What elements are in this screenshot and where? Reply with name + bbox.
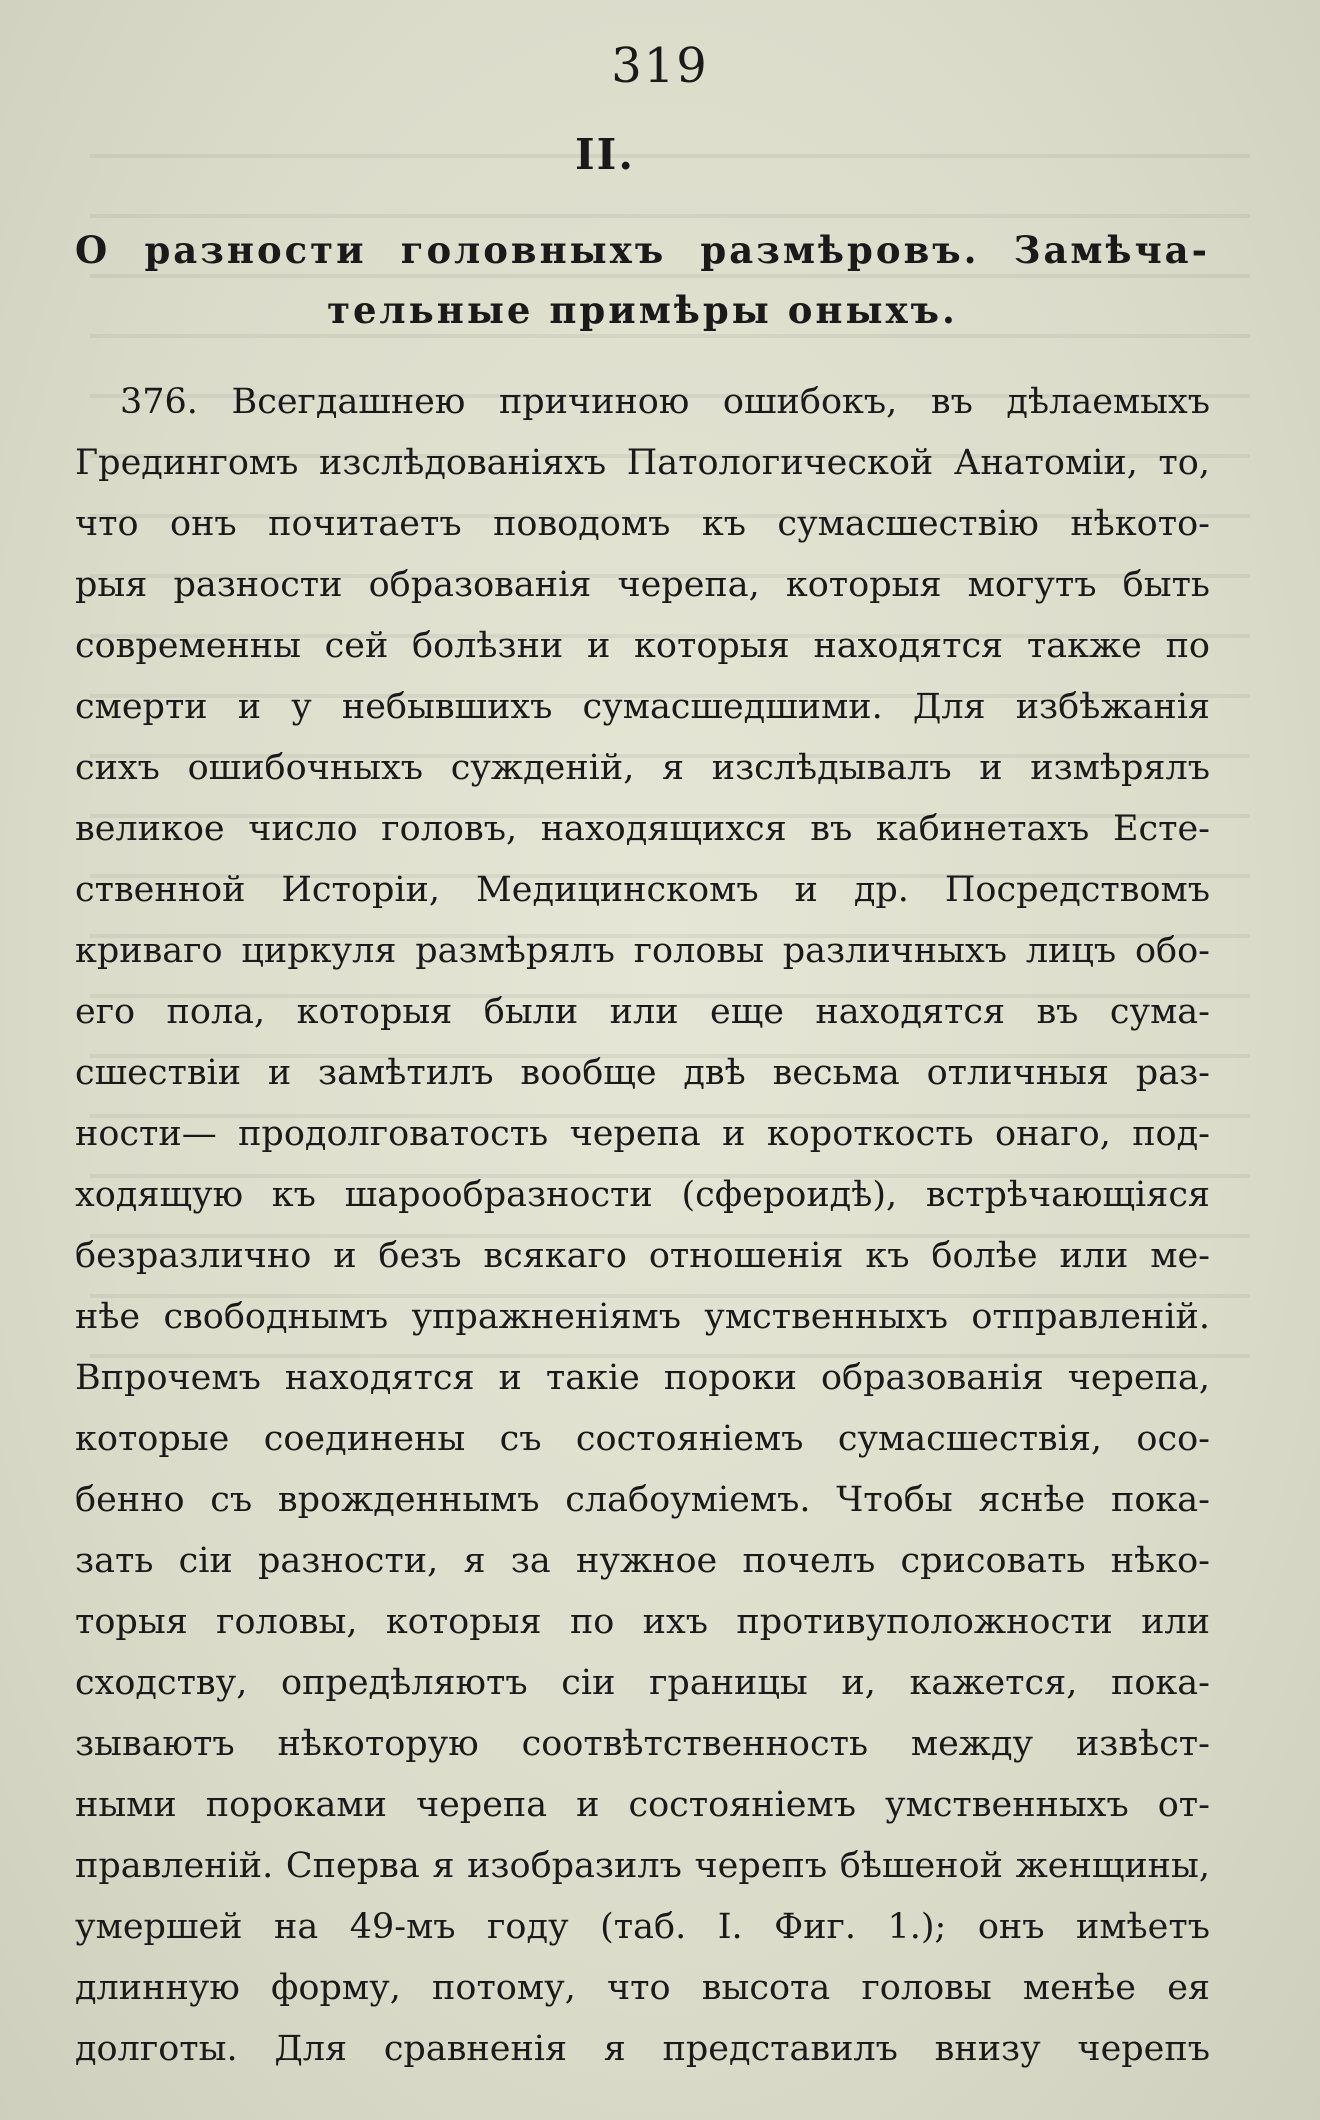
text-line: Гредингомъ изслѣдованiяхъ Патологической Анатомiи, то,: [75, 443, 1210, 483]
text-line: сходству, опредѣляютъ сiи границы и, кажется, пока-: [75, 1663, 1210, 1703]
text-line: которые соединены съ состоянiемъ сумасшествiя, осо-: [75, 1419, 1210, 1459]
text-line: рыя разности образованiя черепа, которыя могутъ быть: [75, 565, 1210, 605]
text-line: долготы. Для сравненiя я представилъ внизу черепъ: [75, 2029, 1210, 2069]
text-line: великое число головъ, находящихся въ кабинетахъ Есте-: [75, 809, 1210, 849]
text-line: ственной Исторiи, Медицинскомъ и др. Посредствомъ: [75, 870, 1210, 910]
text-line: ности— продолговатость черепа и короткость онаго, под-: [75, 1114, 1210, 1154]
text-line: бенно съ врожденнымъ слабоумiемъ. Чтобы яснѣе пока-: [75, 1480, 1210, 1520]
text-line: умершей на 49-мъ году (таб. I. Фиг. 1.); онъ имѣетъ: [75, 1907, 1210, 1947]
text-line: зываютъ нѣкоторую соотвѣтственность между извѣст-: [75, 1724, 1210, 1764]
text-line: современны сей болѣзни и которыя находятся также по: [75, 626, 1210, 666]
text-line: сшествiи и замѣтилъ вообще двѣ весьма отличныя раз-: [75, 1053, 1210, 1093]
section-heading-line-1: О разности головныхъ размѣровъ. Замѣча-: [75, 228, 1210, 272]
text-line: нѣе свободнымъ упражненiямъ умственныхъ отправленiй.: [75, 1297, 1210, 1337]
text-line: Впрочемъ находятся и такiе пороки образованiя черепа,: [75, 1358, 1210, 1398]
text-line: безразлично и безъ всякаго отношенiя къ болѣе или ме-: [75, 1236, 1210, 1276]
text-line: правленiй. Сперва я изобразилъ черепъ бѣшеной женщины,: [75, 1846, 1210, 1886]
text-line: длинную форму, потому, что высота головы менѣе ея: [75, 1968, 1210, 2008]
text-line: смерти и у небывшихъ сумасшедшими. Для избѣжанiя: [75, 687, 1210, 727]
text-line: зать сiи разности, я за нужное почелъ срисовать нѣко-: [75, 1541, 1210, 1581]
text-line: ными пороками черепа и состоянiемъ умственныхъ от-: [75, 1785, 1210, 1825]
text-line: торыя головы, которыя по ихъ противуположности или: [75, 1602, 1210, 1642]
text-line: сихъ ошибочныхъ сужденiй, я изслѣдывалъ и измѣрялъ: [75, 748, 1210, 788]
body-text: [75, 372, 1210, 2080]
section-heading-line-2: тельные примѣры оныхъ.: [327, 288, 958, 332]
page-number: 319: [611, 38, 709, 94]
text-line: 376. Всегдашнею причиною ошибокъ, въ дѣлаемыхъ: [120, 382, 1210, 422]
text-line: его пола, которыя были или еще находятся въ сума-: [75, 992, 1210, 1032]
text-line: криваго циркуля размѣрялъ головы различныхъ лицъ обо-: [75, 931, 1210, 971]
section-number: II.: [575, 130, 635, 179]
text-line: что онъ почитаетъ поводомъ къ сумасшествiю нѣкото-: [75, 504, 1210, 544]
text-line: ходящую къ шарообразности (сфероидѣ), встрѣчающiяся: [75, 1175, 1210, 1215]
